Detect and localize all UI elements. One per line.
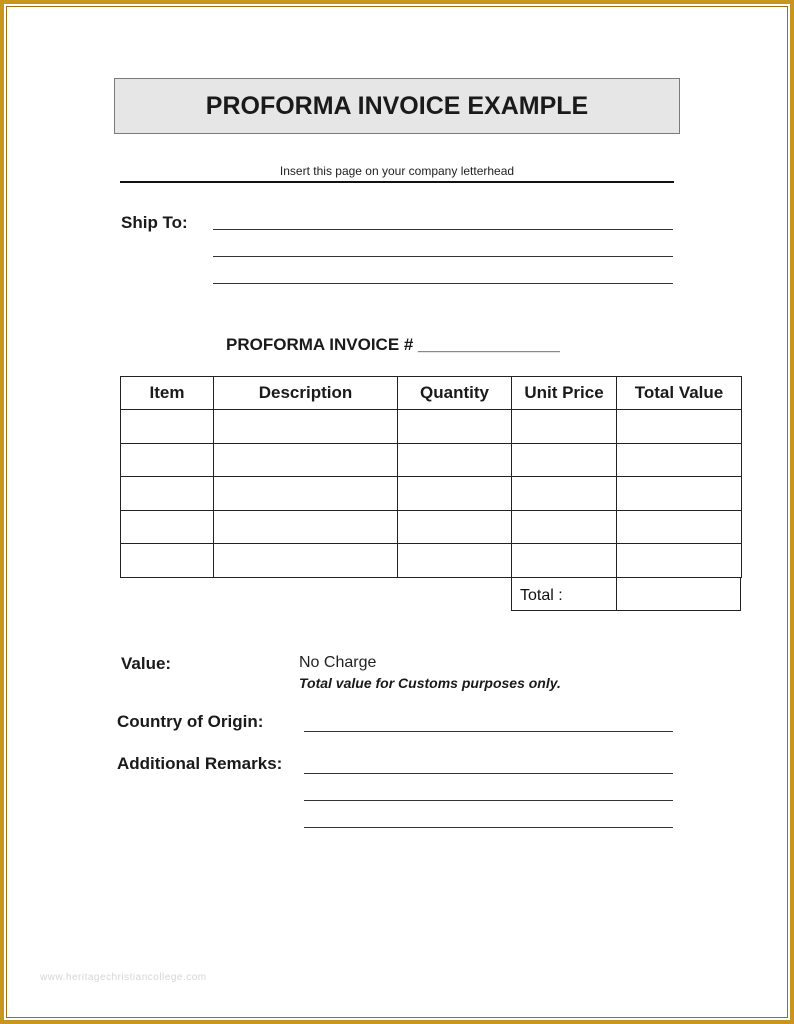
table-cell[interactable] [121,544,214,578]
table-cell[interactable] [617,544,742,578]
total-value-field[interactable] [616,578,741,611]
additional-remarks-line-3[interactable] [304,827,673,828]
table-row [121,410,742,444]
table-cell[interactable] [617,477,742,511]
table-cell[interactable] [121,410,214,444]
additional-remarks-line-2[interactable] [304,800,673,801]
table-row [121,544,742,578]
letterhead-rule [120,181,674,183]
column-header-description: Description [214,377,398,410]
table-cell[interactable] [398,510,512,544]
table-cell[interactable] [398,477,512,511]
column-header-unit-price: Unit Price [512,377,617,410]
table-cell[interactable] [214,477,398,511]
table-cell[interactable] [214,544,398,578]
country-of-origin-label: Country of Origin: [117,712,264,731]
ship-to-line-2[interactable] [213,256,673,257]
column-header-total-value: Total Value [617,377,742,410]
table-cell[interactable] [121,477,214,511]
column-header-quantity: Quantity [398,377,512,410]
table-row [121,510,742,544]
letterhead-instruction: Insert this page on your company letterhead [279,164,515,178]
value-amount: No Charge [299,654,377,671]
table-row [121,477,742,511]
table-cell[interactable] [214,410,398,444]
document-title: PROFORMA INVOICE EXAMPLE [114,78,680,134]
table-cell[interactable] [121,443,214,477]
table-cell[interactable] [617,410,742,444]
table-cell[interactable] [512,443,617,477]
table-cell[interactable] [398,443,512,477]
table-cell[interactable] [398,544,512,578]
table-cell[interactable] [214,443,398,477]
table-cell[interactable] [617,510,742,544]
invoice-number-label: PROFORMA INVOICE # _______________ [226,335,560,354]
table-cell[interactable] [214,510,398,544]
table-cell[interactable] [398,410,512,444]
additional-remarks-label: Additional Remarks: [117,754,283,773]
footer-watermark: www.heritagechristiancollege.com [40,972,207,983]
ship-to-label: Ship To: [121,213,188,232]
table-cell[interactable] [512,544,617,578]
table-cell[interactable] [512,410,617,444]
value-label: Value: [121,654,172,673]
table-header-row [121,377,742,410]
country-of-origin-line[interactable] [304,731,673,732]
table-cell[interactable] [617,443,742,477]
table-cell[interactable] [512,477,617,511]
column-header-item: Item [121,377,214,410]
ship-to-line-3[interactable] [213,283,673,284]
customs-note: Total value for Customs purposes only. [299,675,561,691]
items-table [120,376,742,578]
total-label: Total : [511,578,617,611]
additional-remarks-line-1[interactable] [304,773,673,774]
table-cell[interactable] [512,510,617,544]
table-cell[interactable] [121,510,214,544]
ship-to-line-1[interactable] [213,229,673,230]
table-row [121,443,742,477]
